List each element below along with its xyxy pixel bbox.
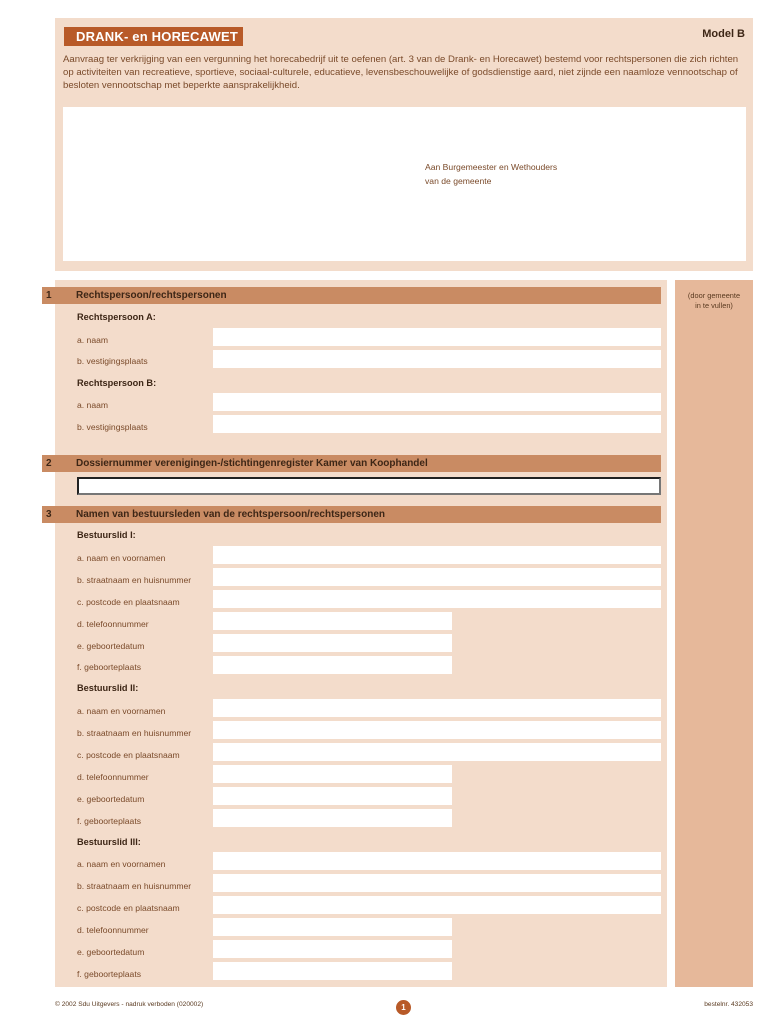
subsection-label-rechtspersoon-a: Rechtspersoon A:: [77, 312, 156, 322]
bestuurslid-2-straatnaam-input[interactable]: [213, 721, 661, 739]
field-label: c. postcode en plaatsnaam: [77, 750, 180, 760]
dossiernummer-input[interactable]: [77, 477, 661, 495]
rechtspersoon-b-naam-input[interactable]: [213, 393, 661, 411]
field-label: e. geboortedatum: [77, 794, 145, 804]
field-label: d. telefoonnummer: [77, 925, 149, 935]
rechtspersoon-a-naam-input[interactable]: [213, 328, 661, 346]
bestuurslid-3-naam-input[interactable]: [213, 852, 661, 870]
field-label: e. geboortedatum: [77, 947, 145, 957]
field-label: a. naam en voornamen: [77, 553, 166, 563]
section-number: 1: [46, 290, 52, 301]
form-title: DRANK- en HORECAWET: [64, 27, 243, 46]
field-label: a. naam en voornamen: [77, 706, 166, 716]
intro-text: Aanvraag ter verkrijging van een vergunning het horecabedrijf uit te oefenen (art. 3 van de Drank- en Horecawet) bestemd voor rechtspersonen die zich richten op activiteiten van recreatieve, sportieve, sociaal-culturele, educatieve, levensbeschouwelijke of godsdienstige aard, niet zijnde een naamloze vennootschap of besloten vennootschap met beperkte aansprakelijkheid.: [63, 54, 739, 92]
field-label: f. geboorteplaats: [77, 969, 142, 979]
page-number-badge: 1: [396, 1000, 411, 1015]
bestuurslid-3-geboorteplaats-input[interactable]: [213, 962, 452, 980]
subsection-label-rechtspersoon-b: Rechtspersoon B:: [77, 378, 157, 388]
field-label: f. geboorteplaats: [77, 816, 142, 826]
copyright-text: © 2002 Sdu Uitgevers - nadruk verboden (020002): [55, 1001, 204, 1008]
bestuurslid-3-postcode-input[interactable]: [213, 896, 661, 914]
bestuurslid-1-postcode-input[interactable]: [213, 590, 661, 608]
field-label: b. vestigingsplaats: [77, 356, 148, 366]
section-number: 3: [46, 509, 52, 520]
subsection-label-bestuurslid-3: Bestuurslid III:: [77, 837, 141, 847]
bestuurslid-3-telefoon-input[interactable]: [213, 918, 452, 936]
section-3-header: [42, 506, 661, 523]
field-label: b. straatnaam en huisnummer: [77, 728, 192, 738]
section-1-header: [42, 287, 661, 304]
order-number: bestelnr. 432053: [704, 1001, 753, 1008]
field-label: b. straatnaam en huisnummer: [77, 575, 192, 585]
bestuurslid-3-geboortedatum-input[interactable]: [213, 940, 452, 958]
address-line-2: van de gemeente: [425, 175, 492, 186]
field-label: d. telefoonnummer: [77, 619, 149, 629]
field-label: e. geboortedatum: [77, 641, 145, 651]
bestuurslid-1-telefoon-input[interactable]: [213, 612, 452, 630]
bestuurslid-2-postcode-input[interactable]: [213, 743, 661, 761]
field-label: a. naam en voornamen: [77, 859, 166, 869]
municipality-note-line-1: (door gemeente: [687, 291, 741, 300]
model-label: Model B: [702, 28, 745, 40]
rechtspersoon-b-vestigingsplaats-input[interactable]: [213, 415, 661, 433]
bestuurslid-1-naam-input[interactable]: [213, 546, 661, 564]
section-2-header: [42, 455, 661, 472]
field-label: a. naam: [77, 400, 109, 410]
subsection-label-bestuurslid-2: Bestuurslid II:: [77, 683, 139, 693]
municipality-column: [675, 280, 753, 987]
field-label: b. vestigingsplaats: [77, 422, 148, 432]
section-title: Rechtspersoon/rechtspersonen: [76, 290, 227, 301]
field-label: b. straatnaam en huisnummer: [77, 881, 192, 891]
form-header: [55, 18, 753, 271]
field-label: a. naam: [77, 335, 109, 345]
subsection-label-bestuurslid-1: Bestuurslid I:: [77, 530, 136, 540]
address-line-1: Aan Burgemeester en Wethouders: [425, 162, 558, 172]
bestuurslid-2-telefoon-input[interactable]: [213, 765, 452, 783]
address-block: [425, 161, 557, 188]
bestuurslid-2-geboortedatum-input[interactable]: [213, 787, 452, 805]
address-box[interactable]: [63, 107, 746, 261]
section-number: 2: [46, 458, 52, 469]
bestuurslid-1-straatnaam-input[interactable]: [213, 568, 661, 586]
municipality-note: [675, 291, 753, 311]
bestuurslid-2-geboorteplaats-input[interactable]: [213, 809, 452, 827]
section-title: Dossiernummer verenigingen-/stichtingenregister Kamer van Koophandel: [76, 458, 428, 469]
field-label: c. postcode en plaatsnaam: [77, 903, 180, 913]
bestuurslid-3-straatnaam-input[interactable]: [213, 874, 661, 892]
bestuurslid-1-geboortedatum-input[interactable]: [213, 634, 452, 652]
bestuurslid-2-naam-input[interactable]: [213, 699, 661, 717]
municipality-note-line-2: in te vullen): [695, 301, 733, 310]
field-label: d. telefoonnummer: [77, 772, 149, 782]
rechtspersoon-a-vestigingsplaats-input[interactable]: [213, 350, 661, 368]
section-title: Namen van bestuursleden van de rechtspersoon/rechtspersonen: [76, 509, 385, 520]
bestuurslid-1-geboorteplaats-input[interactable]: [213, 656, 452, 674]
field-label: c. postcode en plaatsnaam: [77, 597, 180, 607]
field-label: f. geboorteplaats: [77, 662, 142, 672]
